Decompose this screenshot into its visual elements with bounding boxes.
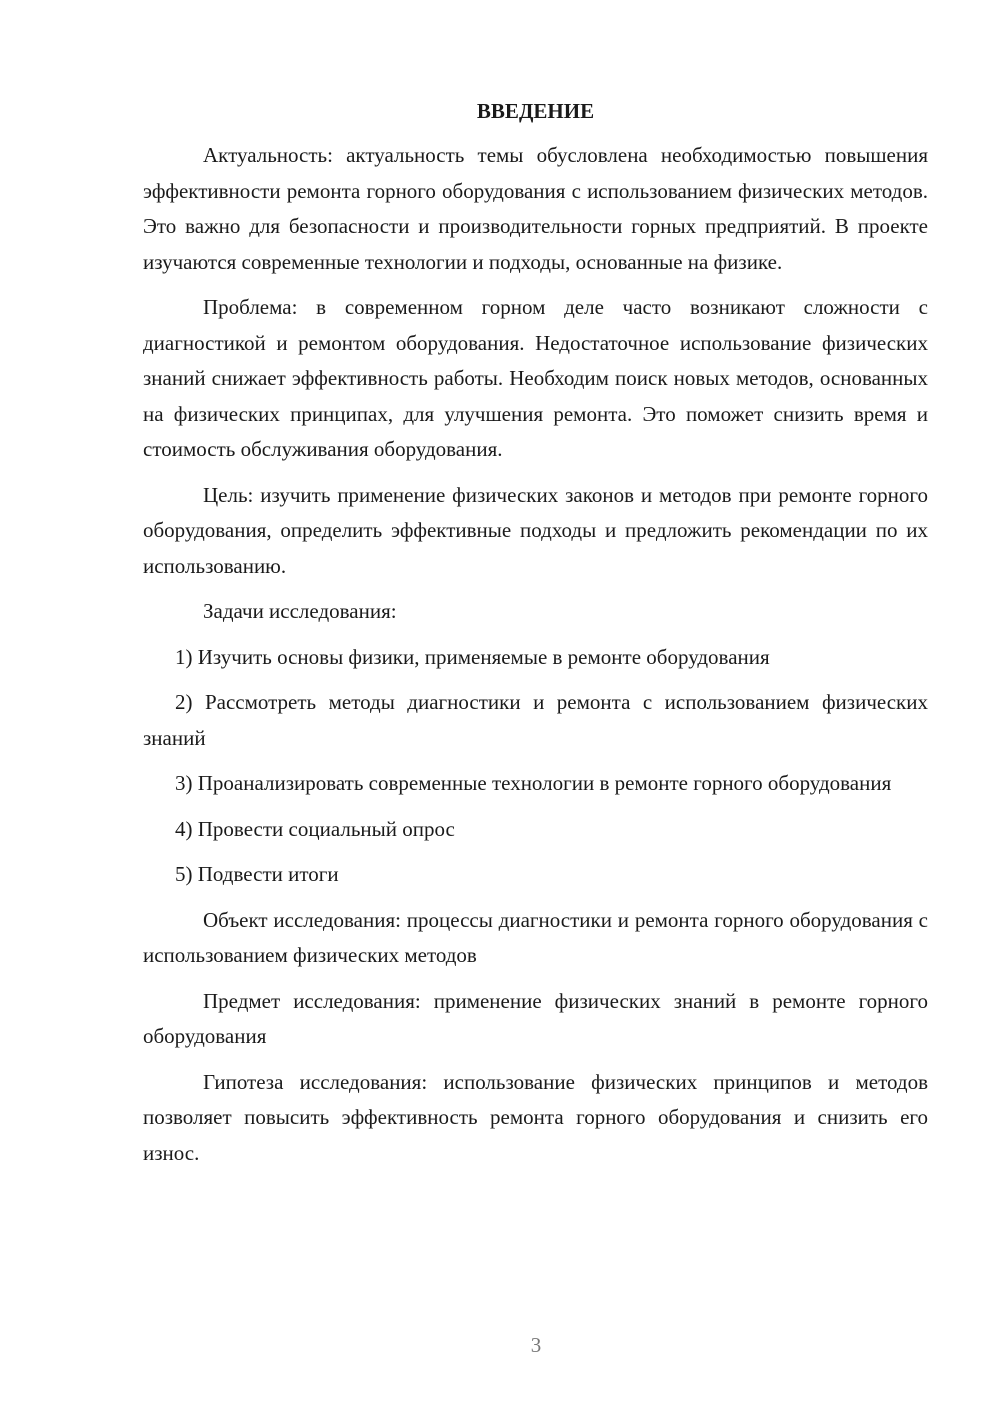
paragraph-hypothesis: Гипотеза исследования: использование физических принципов и методов позволяет повысить эффективность ремонта горного оборудования и снизить его износ. — [143, 1069, 928, 1165]
list-item: 1) Изучить основы физики, применяемые в ремонте оборудования — [175, 644, 770, 669]
paragraph-object: Объект исследования: процессы диагностики и ремонта горного оборудования с использованием физических методов — [143, 907, 928, 967]
document-page — [143, 96, 928, 1181]
paragraph-subject: Предмет исследования: применение физических знаний в ремонте горного оборудования — [143, 988, 928, 1048]
paragraph-goal: Цель: изучить применение физических законов и методов при ремонте горного оборудования, определить эффективные подходы и предложить рекомендации по их использованию. — [143, 482, 928, 578]
list-item: 5) Подвести итоги — [175, 862, 339, 886]
paragraph-problem: Проблема: в современном горном деле часто возникают сложности с диагностикой и ремонтом оборудования. Недостаточное использование физических знаний снижает эффективность работы. Необходим поиск новых методов, основанных на физических принципах, для улучшения ремонта. Это поможет снизить время и стоимость обслуживания оборудования. — [143, 295, 928, 461]
page-number: 3 — [530, 1333, 542, 1357]
page-title: ВВЕДЕНИЕ — [476, 99, 595, 123]
list-item: 3) Проанализировать современные технологии в ремонте горного оборудования — [175, 771, 892, 795]
tasks-list — [143, 640, 928, 893]
paragraph-relevance: Актуальность: актуальность темы обусловлена необходимостью повышения эффективности ремонта горного оборудования с использованием физических методов. Это важно для безопасности и производительности горных предприятий. В проекте изучаются современные технологии и подходы, основанные на физике. — [143, 143, 928, 274]
list-item: 4) Провести социальный опрос — [175, 816, 455, 841]
list-item: 2) Рассмотреть методы диагностики и ремонта с использованием физических знаний — [143, 690, 928, 750]
tasks-heading: Задачи исследования: — [203, 599, 397, 623]
